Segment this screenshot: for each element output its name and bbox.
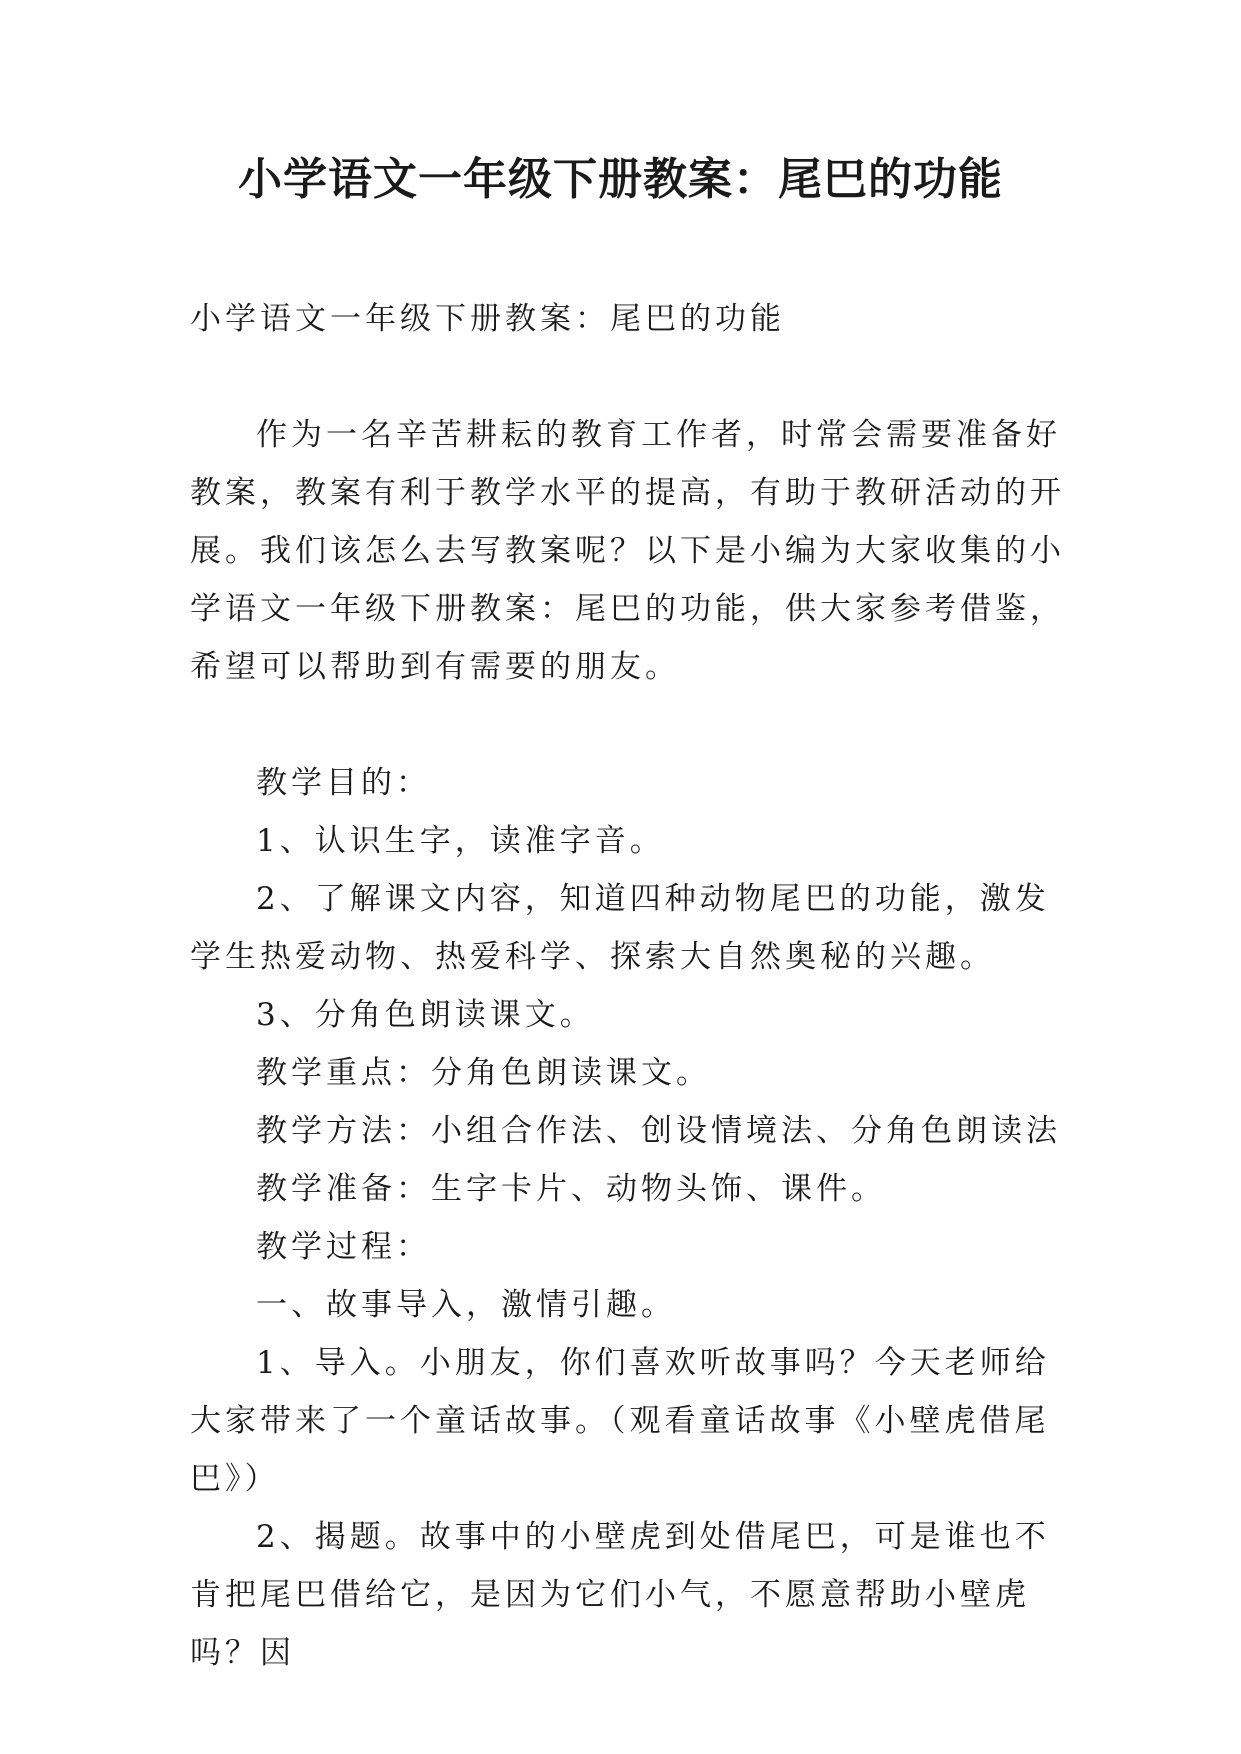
section-heading-objectives: 教学目的： bbox=[256, 765, 431, 801]
section-heading-process: 教学过程： bbox=[256, 1229, 431, 1265]
paragraph-spacer bbox=[190, 696, 1070, 754]
teaching-focus: 教学重点：分角色朗读课文。 bbox=[256, 1055, 711, 1091]
document-body bbox=[190, 290, 1070, 1682]
teaching-preparation: 教学准备：生字卡片、动物头饰、课件。 bbox=[256, 1171, 886, 1207]
paragraph-spacer bbox=[190, 348, 1070, 406]
objective-item-3: 3、分角色朗读课文。 bbox=[256, 997, 595, 1033]
objective-item-2: 2、了解课文内容，知道四种动物尾巴的功能，激发学生热爱动物、热爱科学、探索大自然奥秘的兴趣。 bbox=[190, 881, 1050, 975]
process-step-1: 一、故事导入，激情引趣。 bbox=[256, 1287, 676, 1323]
document-subtitle: 小学语文一年级下册教案：尾巴的功能 bbox=[190, 301, 785, 337]
process-item-topic: 2、揭题。故事中的小壁虎到处借尾巴，可是谁也不肯把尾巴借给它，是因为它们小气，不愿意帮助小壁虎吗？因 bbox=[190, 1519, 1050, 1671]
document-title: 小学语文一年级下册教案：尾巴的功能 bbox=[238, 154, 1003, 205]
objective-item-1: 1、认识生字，读准字音。 bbox=[256, 823, 665, 859]
process-item-introduction: 1、导入。小朋友，你们喜欢听故事吗？今天老师给大家带来了一个童话故事。（观看童话故事《小壁虎借尾巴》） bbox=[190, 1345, 1050, 1497]
intro-paragraph: 作为一名辛苦耕耘的教育工作者，时常会需要准备好教案，教案有利于教学水平的提高，有助于教研活动的开展。我们该怎么去写教案呢？以下是小编为大家收集的小学语文一年级下册教案：尾巴的功能，供大家参考借鉴，希望可以帮助到有需要的朋友。 bbox=[190, 417, 1065, 685]
teaching-methods: 教学方法：小组合作法、创设情境法、分角色朗读法 bbox=[256, 1113, 1061, 1149]
